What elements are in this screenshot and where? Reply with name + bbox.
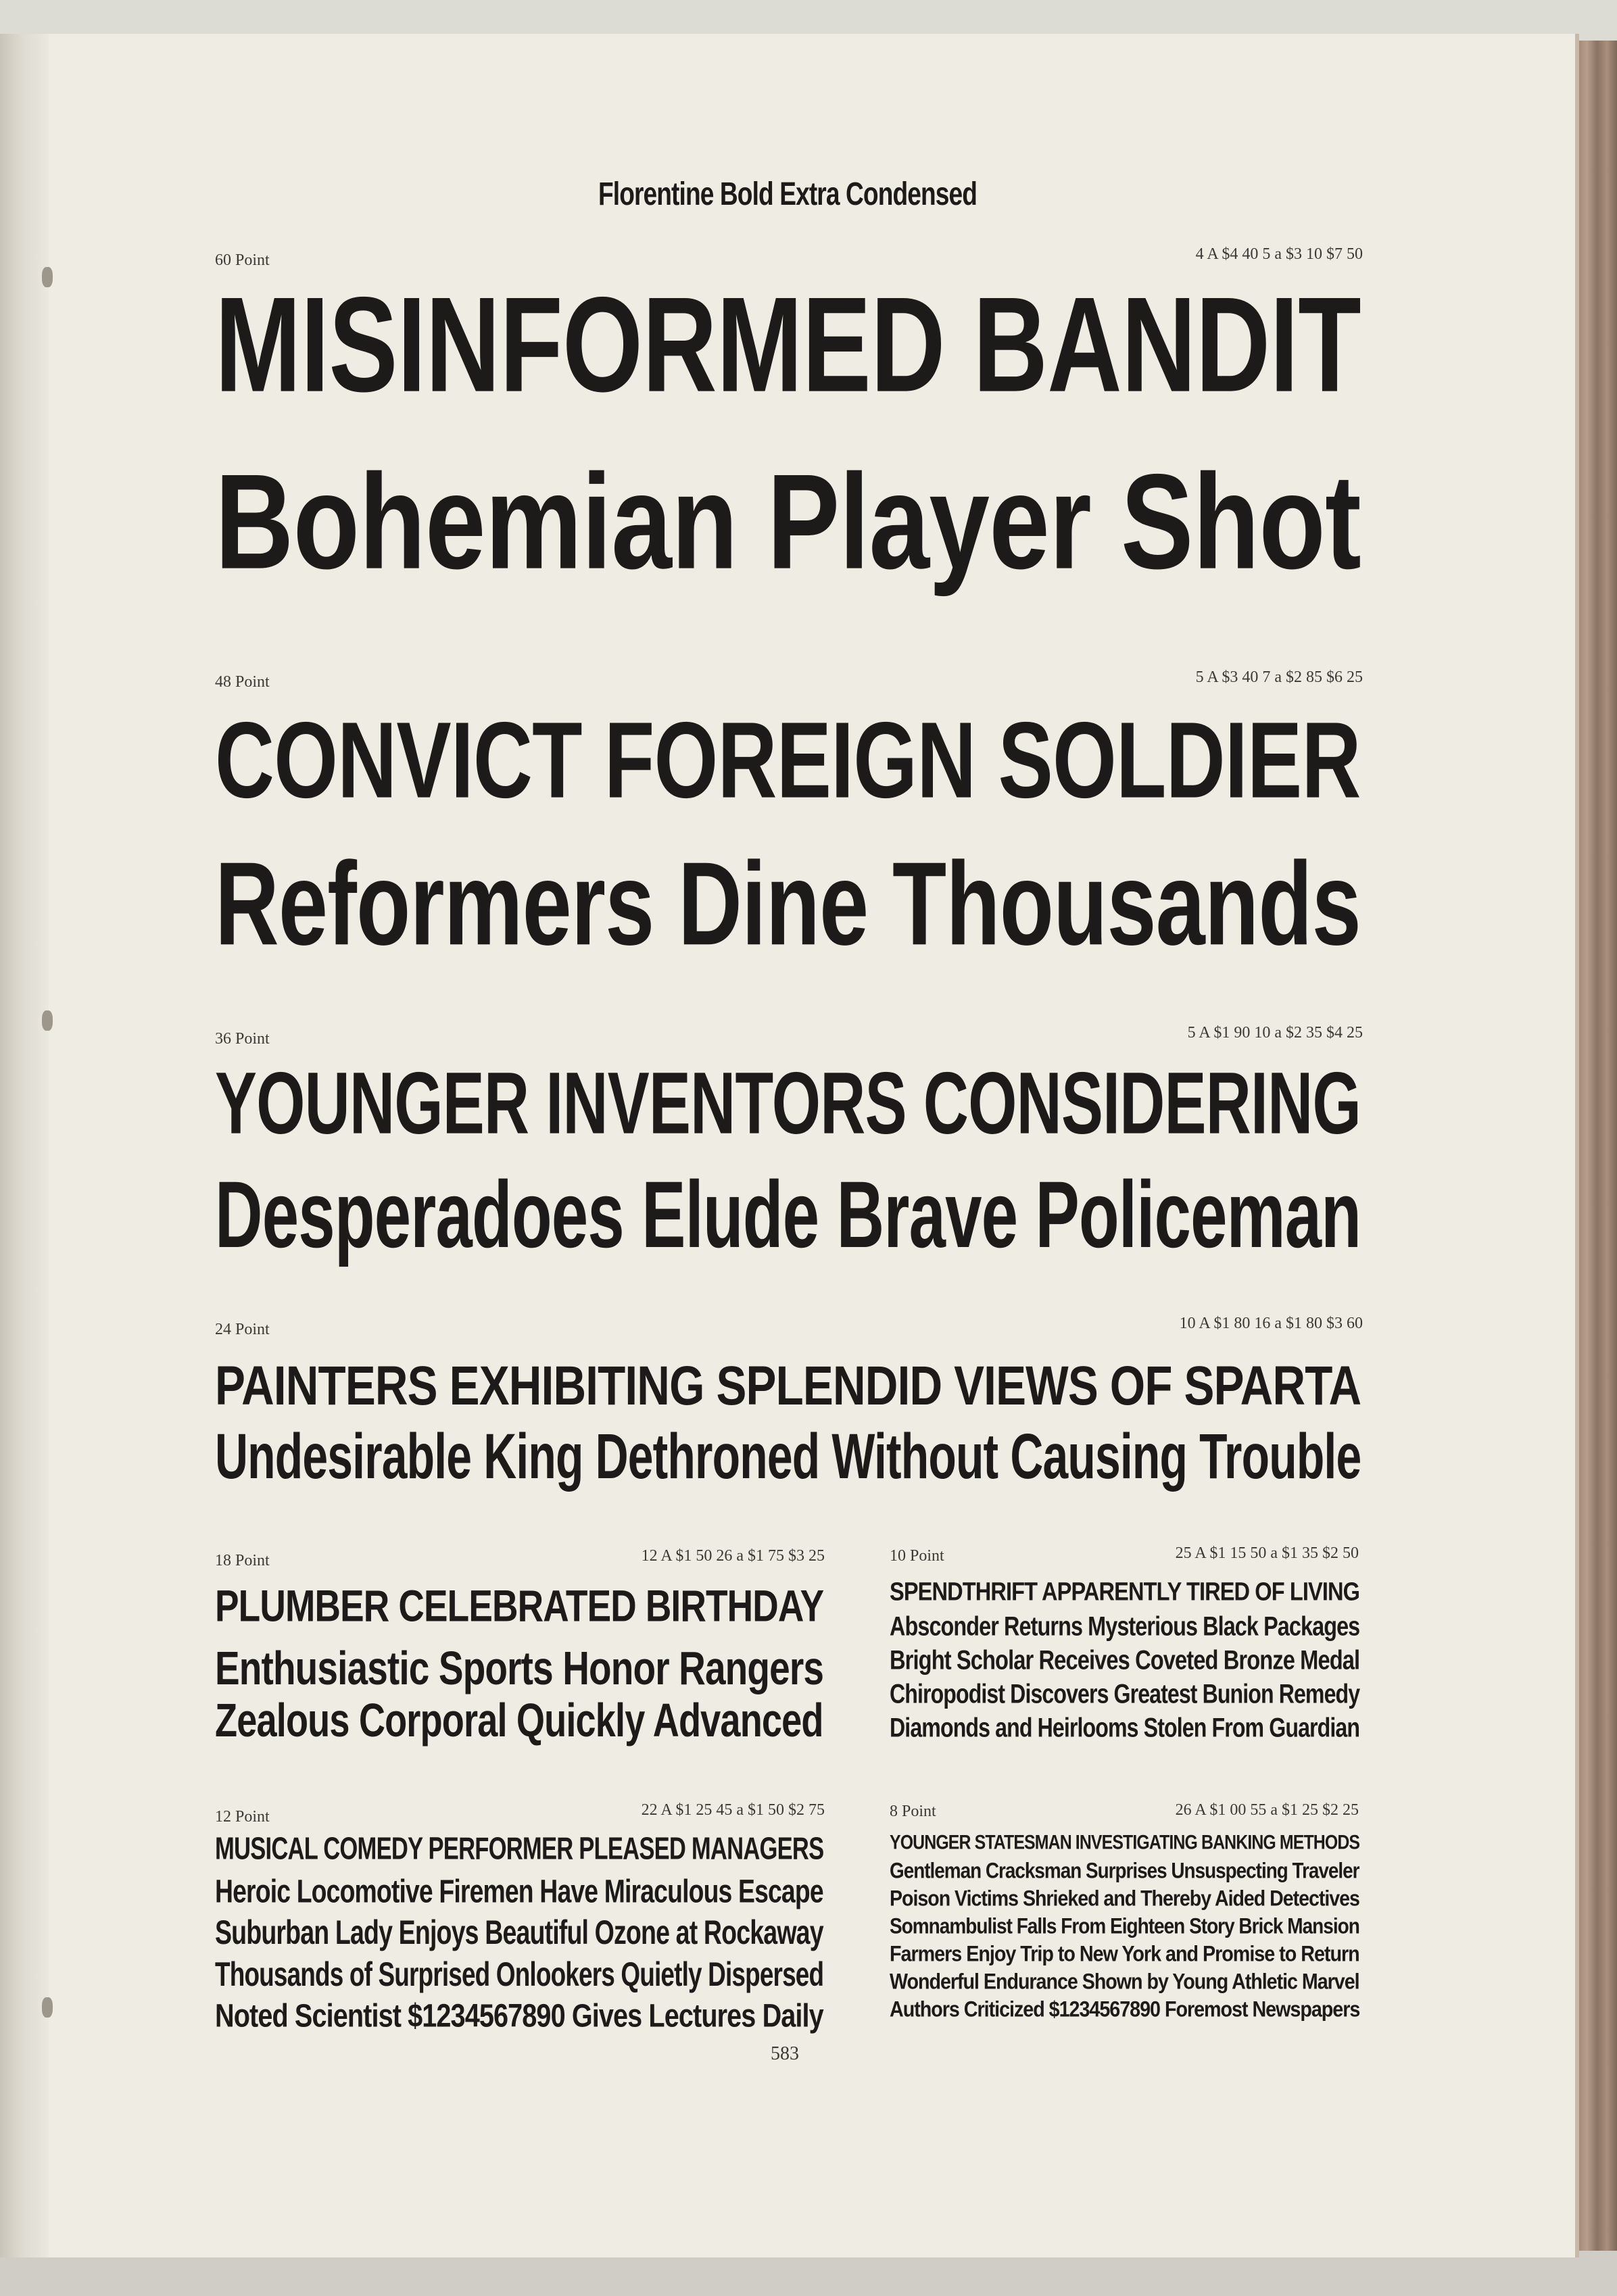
- price-label: 22 A $1 25 45 a $1 50 $2 75: [641, 1801, 825, 1819]
- binding-hole: [42, 1997, 53, 2018]
- specimen-line: Zealous Corporal Quickly Advanced: [215, 1693, 823, 1747]
- page-title: Florentine Bold Extra Condensed: [598, 175, 978, 212]
- specimen-line: Somnambulist Falls From Eighteen Story Brick Mansion: [890, 1913, 1359, 1938]
- specimen-line: Suburban Lady Enjoys Beautiful Ozone at Rockaway: [215, 1913, 823, 1952]
- specimen-line: Diamonds and Heirlooms Stolen From Guardian: [890, 1711, 1360, 1743]
- binding-hole: [42, 1010, 53, 1031]
- point-size-label: 24 Point: [215, 1321, 270, 1338]
- point-size-label: 18 Point: [215, 1552, 270, 1569]
- point-size-label: 60 Point: [215, 251, 270, 269]
- specimen-line: CONVICT FOREIGN SOLDIER: [215, 700, 1361, 821]
- price-label: 5 A $1 90 10 a $2 35 $4 25: [1187, 1024, 1363, 1042]
- specimen-line: Thousands of Surprised Onlookers Quietly Dispersed: [215, 1955, 824, 1994]
- specimen-line: MUSICAL COMEDY PERFORMER PLEASED MANAGERS: [215, 1831, 824, 1867]
- price-label: 4 A $4 40 5 a $3 10 $7 50: [1195, 245, 1363, 263]
- specimen-line: Farmers Enjoy Trip to New York and Promise to Return: [890, 1941, 1359, 1966]
- specimen-line: Bohemian Player Shot: [215, 445, 1361, 597]
- point-size-label: 10 Point: [890, 1547, 944, 1565]
- binding-margin: [0, 34, 49, 2257]
- specimen-line: Noted Scientist $1234567890 Gives Lectures Daily: [215, 1997, 823, 2034]
- specimen-line: Undesirable King Dethroned Without Causing Trouble: [215, 1421, 1361, 1492]
- price-label: 12 A $1 50 26 a $1 75 $3 25: [641, 1547, 825, 1565]
- price-label: 5 A $3 40 7 a $2 85 $6 25: [1195, 668, 1363, 686]
- specimen-line: SPENDTHRIFT APPARENTLY TIRED OF LIVING: [890, 1576, 1360, 1607]
- specimen-line: MISINFORMED BANDIT: [215, 268, 1361, 420]
- specimen-line: Desperadoes Elude Brave Policeman: [215, 1162, 1361, 1268]
- specimen-line: Heroic Locomotive Firemen Have Miraculous Escape: [215, 1873, 823, 1910]
- page-number: 583: [771, 2043, 799, 2064]
- specimen-line: Poison Victims Shrieked and Thereby Aided Detectives: [890, 1886, 1359, 1911]
- specimen-line: Wonderful Endurance Shown by Young Athletic Marvel: [890, 1969, 1359, 1994]
- point-size-label: 8 Point: [890, 1803, 936, 1820]
- specimen-line: YOUNGER INVENTORS CONSIDERING: [215, 1054, 1361, 1153]
- specimen-line: Enthusiastic Sports Honor Rangers: [215, 1641, 824, 1695]
- binding-hole: [42, 267, 53, 287]
- background: [0, 2251, 1617, 2296]
- specimen-line: PAINTERS EXHIBITING SPLENDID VIEWS OF SPARTA: [215, 1355, 1361, 1417]
- specimen-line: PLUMBER CELEBRATED BIRTHDAY: [215, 1580, 824, 1632]
- price-label: 25 A $1 15 50 a $1 35 $2 50: [1175, 1544, 1359, 1562]
- specimen-line: Reformers Dine Thousands: [215, 837, 1361, 971]
- specimen-line: YOUNGER STATESMAN INVESTIGATING BANKING METHODS: [890, 1830, 1360, 1854]
- point-size-label: 36 Point: [215, 1030, 270, 1048]
- specimen-line: Chiropodist Discovers Greatest Bunion Remedy: [890, 1678, 1360, 1709]
- specimen-line: Absconder Returns Mysterious Black Packages: [890, 1610, 1360, 1642]
- price-label: 26 A $1 00 55 a $1 25 $2 25: [1175, 1801, 1359, 1819]
- price-label: 10 A $1 80 16 a $1 80 $3 60: [1179, 1315, 1363, 1332]
- point-size-label: 48 Point: [215, 673, 270, 691]
- specimen-line: Gentleman Cracksman Surprises Unsuspecting Traveler: [890, 1858, 1359, 1883]
- point-size-label: 12 Point: [215, 1808, 270, 1826]
- specimen-line: Bright Scholar Receives Coveted Bronze Medal: [890, 1644, 1360, 1676]
- specimen-line: Authors Criticized $1234567890 Foremost Newspapers: [890, 1997, 1360, 2022]
